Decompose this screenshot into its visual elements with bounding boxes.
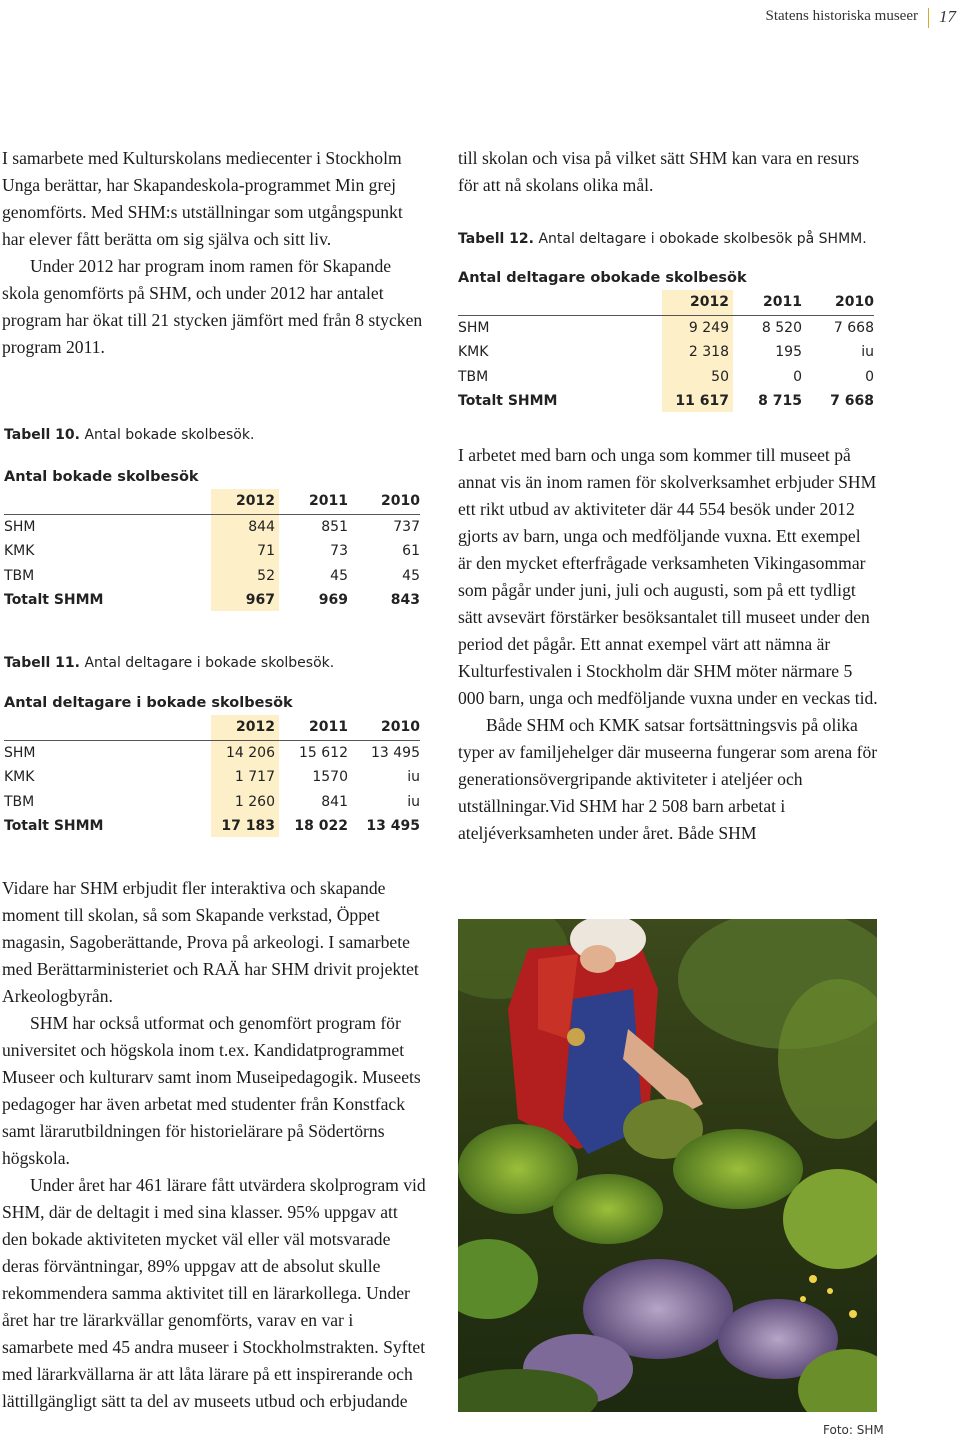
column-header: 2010 bbox=[381, 719, 420, 735]
cell-value: 1 717 bbox=[234, 769, 275, 785]
paragraph: Under året har 461 lärare fått utvärdera skolprogram vid SHM, där de deltagit i med sina klasser. 95% uppgav att den bokade aktiviteten mycket väl eller väl motsvarade deras förväntningar, 89% uppgav att de absolut skulle rekommendera samma aktivitet till en lärarkollega. Under året har tre lärarkvällar genomförts, varav en var i samarbete med 45 andra museer i Stockholmstrakten. Syftet med lärarkvällarna är att låta lärare på ett inspirerande och lättillgängligt sätt ta del av museets utbud och erbjudande bbox=[2, 1175, 426, 1411]
column-header: 2010 bbox=[835, 294, 874, 310]
row-label: TBM bbox=[4, 567, 35, 584]
paragraph: Vidare har SHM erbjudit fler interaktiva och skapande moment till skolan, så som Skapande verkstad, Öppet magasin, Sagoberättande, Prova på arkeologi. I samarbete med Berättarministeriet och RAÄ har SHM drivit projektet Arkeologbyrån. bbox=[2, 878, 419, 1006]
cell-value: 50 bbox=[711, 368, 729, 385]
cell-value: 967 bbox=[245, 592, 275, 608]
table-row bbox=[4, 741, 420, 766]
right-column-body bbox=[458, 442, 878, 847]
table-caption-number: Tabell 12. bbox=[458, 231, 534, 247]
table-row bbox=[458, 340, 874, 365]
cell-value: 8 715 bbox=[758, 393, 802, 409]
cell-value: iu bbox=[407, 793, 420, 810]
cell-value: 73 bbox=[330, 543, 348, 559]
row-label: SHM bbox=[458, 319, 490, 336]
cell-value: 0 bbox=[865, 368, 874, 385]
row-label: TBM bbox=[458, 368, 489, 385]
cell-value: 9 249 bbox=[688, 319, 729, 336]
row-label: KMK bbox=[4, 769, 35, 785]
table-row bbox=[4, 564, 420, 589]
cell-value: 844 bbox=[248, 518, 275, 535]
table-row bbox=[4, 765, 420, 790]
cell-value: iu bbox=[861, 344, 874, 360]
garden-photo bbox=[458, 919, 877, 1412]
table-row bbox=[4, 539, 420, 564]
row-label: KMK bbox=[4, 543, 35, 559]
row-label: Totalt SHMM bbox=[458, 393, 558, 409]
table-booked-school-visits bbox=[4, 425, 420, 613]
table-title: Antal bokade skolbesök bbox=[4, 469, 199, 485]
cell-value: 7 668 bbox=[833, 319, 874, 336]
cell-value: 843 bbox=[390, 592, 420, 608]
paragraph: Både SHM och KMK satsar fortsättningsvis på olika typer av familjehelger där museerna fungerar som arena för generationsövergripande aktiviteter i ateljéer och utställningar.Vid SHM har 2 508 barn arbetat i ateljéverksamheten under året. Både SHM bbox=[458, 715, 878, 843]
table-title: Antal deltagare obokade skolbesök bbox=[458, 270, 747, 286]
cell-value: 1 260 bbox=[234, 793, 275, 810]
cell-value: 13 495 bbox=[366, 818, 420, 834]
header-divider bbox=[928, 8, 929, 28]
table-header-row bbox=[4, 489, 420, 515]
cell-value: 2 318 bbox=[688, 344, 729, 360]
paragraph: I arbetet med barn och unga som kommer till museet på annat vis än inom ramen för skolverksamhet erbjuder SHM ett rikt utbud av aktiviteter där 44 554 besök under 2012 gjorts av barn, unga och medföljande vuxna. Ett exempel är den mycket efterfrågade verksamheten Vikingasommar som pågår under juni, juli och augusti, som på ett tydligt sätt avsevärt förstärker besöksantalet till museet under den period det pågår. Ett annat exempel värt att nämna är Kulturfestivalen i Stockholm där SHM möter närmare 5 000 barn, unga och medföljande vuxna under en veckas tid. bbox=[458, 445, 878, 708]
table-grid bbox=[4, 489, 420, 613]
table-total-row bbox=[4, 588, 420, 613]
table-grid bbox=[458, 290, 874, 414]
row-label: TBM bbox=[4, 793, 35, 810]
row-label: KMK bbox=[458, 344, 489, 360]
table-caption bbox=[4, 425, 420, 445]
paragraph: I samarbete med Kulturskolans mediecenter i Stockholm Unga berättar, har Skapandeskola-programmet Min grej genomförts. Med SHM:s utställningar som utgångspunkt har elever fått berätta om sig själva och sitt liv. bbox=[2, 148, 403, 249]
table-caption-number: Tabell 10. bbox=[4, 427, 80, 443]
table-participants-booked-visits bbox=[4, 653, 420, 839]
cell-value: 737 bbox=[393, 518, 420, 535]
table-header-row bbox=[4, 715, 420, 741]
column-header: 2012 bbox=[236, 493, 275, 509]
cell-value: 45 bbox=[330, 567, 348, 584]
column-header: 2012 bbox=[690, 294, 729, 310]
photo-credit: Foto: SHM bbox=[823, 1423, 884, 1437]
row-label: SHM bbox=[4, 744, 36, 761]
left-column-body bbox=[2, 875, 427, 1415]
table-row bbox=[4, 515, 420, 540]
publication-title: Statens historiska museer bbox=[765, 8, 918, 24]
table-header-row bbox=[458, 290, 874, 316]
garden-photo-illustration bbox=[458, 919, 877, 1412]
table-caption bbox=[458, 229, 874, 249]
cell-value: 13 495 bbox=[371, 744, 420, 761]
table-caption-text: Antal deltagare i obokade skolbesök på SHMM. bbox=[538, 231, 867, 247]
cell-value: 969 bbox=[318, 592, 348, 608]
paragraph: Under 2012 har program inom ramen för Skapande skola genomförts på SHM, och under 2012 har antalet program har ökat till 21 stycken jämfört med från 8 stycken program 2011. bbox=[2, 256, 423, 357]
cell-value: iu bbox=[407, 769, 420, 785]
table-caption-number: Tabell 11. bbox=[4, 655, 80, 671]
table-row bbox=[458, 365, 874, 390]
row-label: SHM bbox=[4, 518, 36, 535]
cell-value: 71 bbox=[257, 543, 275, 559]
cell-value: 195 bbox=[775, 344, 802, 360]
page-number: 17 bbox=[939, 7, 956, 26]
cell-value: 52 bbox=[257, 567, 275, 584]
table-row bbox=[4, 790, 420, 815]
table-participants-unbooked-visits bbox=[458, 229, 874, 414]
paragraph: SHM har också utformat och genomfört program för universitet och högskola inom t.ex. Kandidatprogrammet Museer och kulturarv samt inom Museipedagogik. Museets pedagoger har även arbetat med studenter från Konstfack samt lärarutbildningen för historielärare på Södertörns högskola. bbox=[2, 1013, 421, 1168]
row-label: Totalt SHMM bbox=[4, 592, 104, 608]
table-total-row bbox=[4, 814, 420, 839]
column-header: 2010 bbox=[381, 493, 420, 509]
row-label: Totalt SHMM bbox=[4, 818, 104, 834]
table-caption-text: Antal deltagare i bokade skolbesök. bbox=[84, 655, 335, 671]
cell-value: 1570 bbox=[312, 769, 348, 785]
cell-value: 15 612 bbox=[299, 744, 348, 761]
cell-value: 0 bbox=[793, 368, 802, 385]
cell-value: 45 bbox=[402, 567, 420, 584]
left-column-intro bbox=[2, 145, 427, 361]
right-column-intro bbox=[458, 145, 878, 199]
table-total-row bbox=[458, 389, 874, 414]
column-header: 2011 bbox=[763, 294, 802, 310]
cell-value: 18 022 bbox=[294, 818, 348, 834]
cell-value: 14 206 bbox=[226, 744, 275, 761]
cell-value: 841 bbox=[321, 793, 348, 810]
table-title: Antal deltagare i bokade skolbesök bbox=[4, 695, 293, 711]
table-caption bbox=[4, 653, 420, 673]
cell-value: 61 bbox=[402, 543, 420, 559]
cell-value: 8 520 bbox=[761, 319, 802, 336]
column-header: 2012 bbox=[236, 719, 275, 735]
table-caption-text: Antal bokade skolbesök. bbox=[84, 427, 255, 443]
paragraph: till skolan och visa på vilket sätt SHM kan vara en resurs för att nå skolans olika mål. bbox=[458, 148, 860, 195]
cell-value: 17 183 bbox=[221, 818, 275, 834]
column-header: 2011 bbox=[309, 493, 348, 509]
table-grid bbox=[4, 715, 420, 839]
table-row bbox=[458, 316, 874, 341]
cell-value: 7 668 bbox=[830, 393, 874, 409]
cell-value: 11 617 bbox=[675, 393, 729, 409]
cell-value: 851 bbox=[321, 518, 348, 535]
column-header: 2011 bbox=[309, 719, 348, 735]
page-header bbox=[0, 8, 960, 28]
